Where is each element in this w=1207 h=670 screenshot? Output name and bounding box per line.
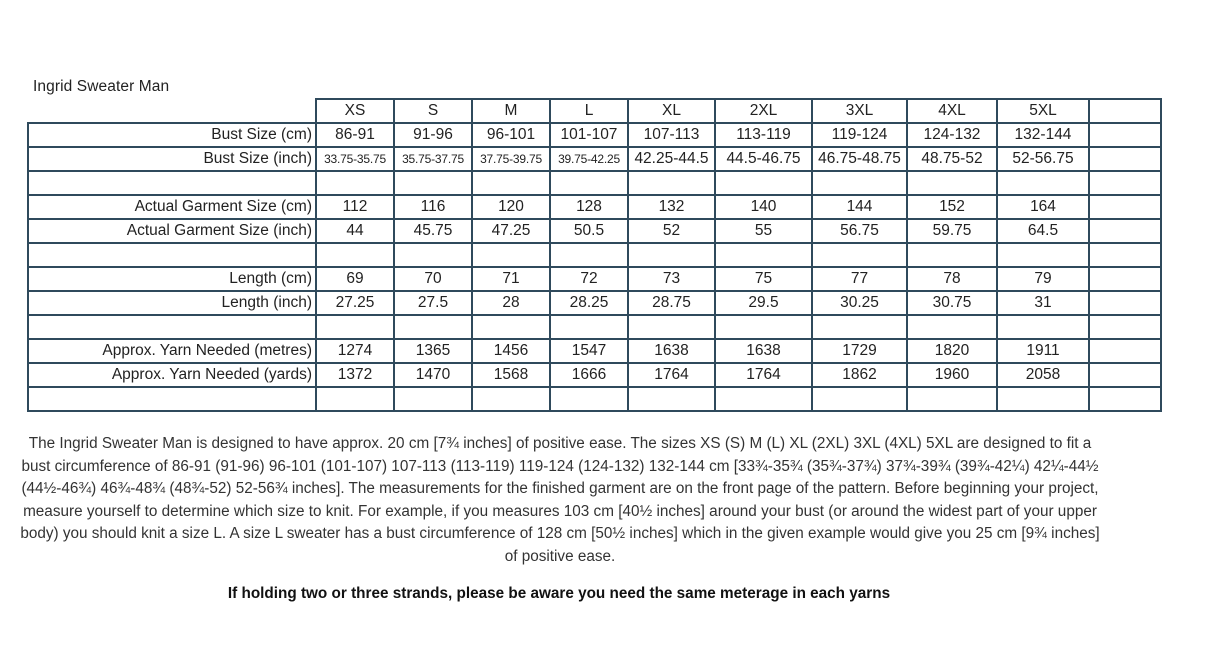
table-cell	[997, 171, 1089, 195]
table-row	[28, 219, 1161, 243]
table-cell: 91-96	[394, 123, 472, 147]
extra-empty-cell	[1089, 243, 1161, 267]
table-cell: 1764	[715, 363, 812, 387]
table-cell: 124-132	[907, 123, 997, 147]
table-cell: 44.5-46.75	[715, 147, 812, 171]
size-header-cell: 2XL	[715, 99, 812, 123]
table-cell: 152	[907, 195, 997, 219]
size-header-cell: S	[394, 99, 472, 123]
table-cell: 107-113	[628, 123, 715, 147]
size-header-cell: 3XL	[812, 99, 907, 123]
size-header-cell: XL	[628, 99, 715, 123]
table-cell: 132-144	[997, 123, 1089, 147]
row-label: Actual Garment Size (cm)	[28, 195, 316, 219]
row-label	[28, 387, 316, 411]
table-cell	[907, 243, 997, 267]
table-cell: 28.75	[628, 291, 715, 315]
table-cell: 69	[316, 267, 394, 291]
table-cell	[715, 171, 812, 195]
table-cell: 128	[550, 195, 628, 219]
table-cell: 71	[472, 267, 550, 291]
table-cell: 96-101	[472, 123, 550, 147]
table-cell: 73	[628, 267, 715, 291]
table-cell	[997, 387, 1089, 411]
table-cell: 1960	[907, 363, 997, 387]
table-row	[28, 291, 1161, 315]
table-cell: 1274	[316, 339, 394, 363]
table-cell: 37.75-39.75	[472, 147, 550, 171]
description-paragraph: The Ingrid Sweater Man is designed to have approx. 20 cm [7¾ inches] of positive ease. The sizes XS (S) M (L) XL (2XL) 3XL (4XL) 5XL are designed to fit a bust circumference of 86-91 (91-96) 96-101 (101-107) 107-113 (113-119) 119-124 (124-132) 132-144 cm [33¾-35¾ (35¾-37¾) 37¾-39¾ (39¾-42¼) 42¼-44½ (44½-46¾) 46¾-48¾ (48¾-52) 52-56¾ inches]. The measurements for the finished garment are on the front page of the pattern. Before beginning your project, measure yourself to determine which size to knit. For example, if you measures 103 cm [40½ inches] around your bust (or around the widest part of your upper body) you should knit a size L. A size L sweater has a bust circumference of 128 cm [50½ inches] which in the given example would give you 25 cm [9¾ inches] of positive ease.	[20, 435, 1100, 565]
table-cell: 1764	[628, 363, 715, 387]
table-cell: 56.75	[812, 219, 907, 243]
table-cell: 1470	[394, 363, 472, 387]
table-cell: 77	[812, 267, 907, 291]
table-cell: 1568	[472, 363, 550, 387]
table-cell	[812, 315, 907, 339]
table-cell: 31	[997, 291, 1089, 315]
table-cell: 45.75	[394, 219, 472, 243]
extra-empty-cell	[1089, 147, 1161, 171]
table-cell: 46.75-48.75	[812, 147, 907, 171]
table-row	[28, 339, 1161, 363]
size-chart-body	[28, 99, 1161, 411]
table-cell: 30.75	[907, 291, 997, 315]
table-cell: 1862	[812, 363, 907, 387]
table-cell: 70	[394, 267, 472, 291]
size-header-cell: L	[550, 99, 628, 123]
table-cell: 30.25	[812, 291, 907, 315]
table-cell: 86-91	[316, 123, 394, 147]
size-header-row	[28, 99, 1161, 123]
table-cell: 42.25-44.5	[628, 147, 715, 171]
table-row	[28, 171, 1161, 195]
table-row	[28, 315, 1161, 339]
row-label: Approx. Yarn Needed (yards)	[28, 363, 316, 387]
table-cell: 75	[715, 267, 812, 291]
table-cell	[472, 387, 550, 411]
table-row	[28, 147, 1161, 171]
table-cell: 64.5	[997, 219, 1089, 243]
table-cell	[316, 171, 394, 195]
table-cell: 113-119	[715, 123, 812, 147]
table-cell: 144	[812, 195, 907, 219]
table-cell	[715, 387, 812, 411]
table-cell	[316, 387, 394, 411]
extra-empty-cell	[1089, 99, 1161, 123]
table-cell: 29.5	[715, 291, 812, 315]
strands-note: If holding two or three strands, please be aware you need the same meterage in each yarns	[227, 585, 891, 602]
table-cell	[715, 243, 812, 267]
table-row	[28, 387, 1161, 411]
table-cell: 27.25	[316, 291, 394, 315]
page-title: Ingrid Sweater Man	[33, 78, 170, 95]
table-cell	[394, 315, 472, 339]
table-cell: 1820	[907, 339, 997, 363]
table-cell	[394, 243, 472, 267]
table-cell: 55	[715, 219, 812, 243]
table-cell: 27.5	[394, 291, 472, 315]
table-cell: 120	[472, 195, 550, 219]
table-cell: 28.25	[550, 291, 628, 315]
row-label: Length (cm)	[28, 267, 316, 291]
header-blank-cell	[28, 99, 316, 123]
table-cell: 1666	[550, 363, 628, 387]
table-cell	[907, 315, 997, 339]
table-cell: 1638	[628, 339, 715, 363]
size-header-cell: M	[472, 99, 550, 123]
size-chart-table	[27, 98, 1162, 412]
table-cell: 112	[316, 195, 394, 219]
table-row	[28, 363, 1161, 387]
table-cell	[550, 387, 628, 411]
size-header-cell: 4XL	[907, 99, 997, 123]
size-header-cell: 5XL	[997, 99, 1089, 123]
extra-empty-cell	[1089, 291, 1161, 315]
size-header-cell: XS	[316, 99, 394, 123]
table-cell	[812, 171, 907, 195]
table-cell: 1365	[394, 339, 472, 363]
table-cell: 119-124	[812, 123, 907, 147]
table-row	[28, 123, 1161, 147]
table-cell	[550, 171, 628, 195]
extra-empty-cell	[1089, 363, 1161, 387]
table-cell: 44	[316, 219, 394, 243]
table-cell: 47.25	[472, 219, 550, 243]
table-cell: 1547	[550, 339, 628, 363]
table-cell: 39.75-42.25	[550, 147, 628, 171]
table-cell: 101-107	[550, 123, 628, 147]
table-cell: 78	[907, 267, 997, 291]
row-label: Bust Size (inch)	[28, 147, 316, 171]
table-cell: 35.75-37.75	[394, 147, 472, 171]
table-cell: 1456	[472, 339, 550, 363]
table-cell	[550, 315, 628, 339]
extra-empty-cell	[1089, 195, 1161, 219]
table-cell	[628, 243, 715, 267]
table-cell	[715, 315, 812, 339]
row-label	[28, 315, 316, 339]
row-label: Bust Size (cm)	[28, 123, 316, 147]
table-cell: 52	[628, 219, 715, 243]
table-cell: 33.75-35.75	[316, 147, 394, 171]
table-cell: 1638	[715, 339, 812, 363]
table-cell: 59.75	[907, 219, 997, 243]
row-label: Approx. Yarn Needed (metres)	[28, 339, 316, 363]
table-cell	[812, 387, 907, 411]
table-cell: 140	[715, 195, 812, 219]
table-cell: 52-56.75	[997, 147, 1089, 171]
row-label	[28, 171, 316, 195]
table-cell: 2058	[997, 363, 1089, 387]
table-cell	[628, 315, 715, 339]
row-label: Actual Garment Size (inch)	[28, 219, 316, 243]
table-cell: 1729	[812, 339, 907, 363]
table-cell	[907, 387, 997, 411]
table-cell: 1911	[997, 339, 1089, 363]
table-cell	[472, 315, 550, 339]
table-cell: 48.75-52	[907, 147, 997, 171]
table-cell: 72	[550, 267, 628, 291]
extra-empty-cell	[1089, 219, 1161, 243]
extra-empty-cell	[1089, 123, 1161, 147]
table-cell	[997, 243, 1089, 267]
table-cell	[550, 243, 628, 267]
table-cell	[628, 387, 715, 411]
table-cell	[316, 315, 394, 339]
table-row	[28, 267, 1161, 291]
extra-empty-cell	[1089, 267, 1161, 291]
table-cell: 164	[997, 195, 1089, 219]
extra-empty-cell	[1089, 339, 1161, 363]
table-cell	[628, 171, 715, 195]
table-row	[28, 243, 1161, 267]
table-cell: 132	[628, 195, 715, 219]
table-cell: 116	[394, 195, 472, 219]
table-cell: 50.5	[550, 219, 628, 243]
table-cell	[316, 243, 394, 267]
table-cell	[812, 243, 907, 267]
table-cell	[394, 387, 472, 411]
row-label	[28, 243, 316, 267]
table-cell	[472, 243, 550, 267]
table-cell	[394, 171, 472, 195]
table-cell	[472, 171, 550, 195]
table-row	[28, 195, 1161, 219]
extra-empty-cell	[1089, 171, 1161, 195]
table-cell: 28	[472, 291, 550, 315]
extra-empty-cell	[1089, 315, 1161, 339]
table-cell	[997, 315, 1089, 339]
row-label: Length (inch)	[28, 291, 316, 315]
table-cell	[907, 171, 997, 195]
extra-empty-cell	[1089, 387, 1161, 411]
table-cell: 1372	[316, 363, 394, 387]
table-cell: 79	[997, 267, 1089, 291]
